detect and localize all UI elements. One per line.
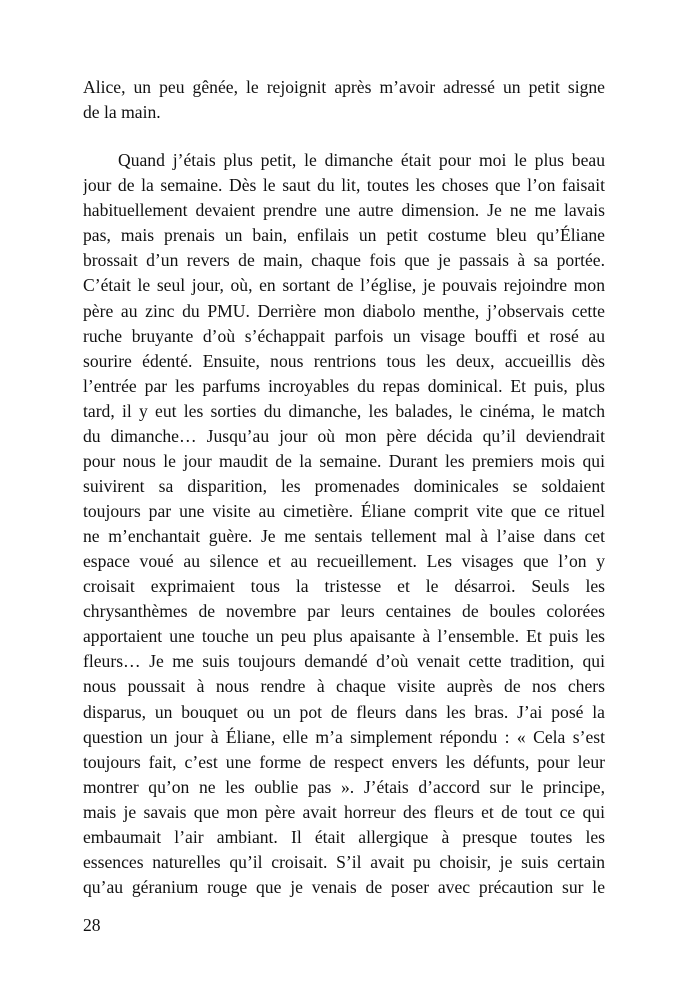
paragraph-1 xyxy=(83,75,605,125)
text-line: sourire édenté. Ensuite, nous rentrions tous les deux, accueillis dès xyxy=(83,350,605,371)
text-line: espace voué au silence et au recueillement. Les visages que l’on y xyxy=(83,551,605,572)
text-line: montrer qu’on ne les oublie pas ». J’étais d’accord sur le principe, xyxy=(83,776,605,797)
paragraph-2 xyxy=(83,148,605,900)
text-line: apportaient une touche un peu plus apaisante à l’ensemble. Et puis les xyxy=(83,626,605,647)
text-line: brossait d’un revers de main, chaque fois que je passais à sa portée. xyxy=(83,250,605,271)
text-line: l’entrée par les parfums incroyables du repas dominical. Et puis, plus xyxy=(83,375,605,396)
text-line: habituellement devaient prendre une autre dimension. Je ne me lavais xyxy=(83,200,605,221)
text-line: suivirent sa disparition, les promenades dominicales se soldaient xyxy=(83,475,605,496)
text-line: pas, mais prenais un bain, enfilais un petit costume bleu qu’Éliane xyxy=(83,225,605,246)
page-number: 28 xyxy=(83,915,101,935)
text-line: Quand j’étais plus petit, le dimanche était pour moi le plus beau xyxy=(118,150,605,171)
text-line: fleurs… Je me suis toujours demandé d’où venait cette tradition, qui xyxy=(83,651,605,672)
text-line: essences naturelles qu’il croisait. S’il avait pu choisir, je suis certain xyxy=(83,851,605,872)
text-line: embaumait l’air ambiant. Il était allergique à presque toutes les xyxy=(83,826,605,847)
text-line: question un jour à Éliane, elle m’a simplement répondu : « Cela s’est xyxy=(83,726,605,747)
page-body xyxy=(83,75,605,900)
text-line: mais je savais que mon père avait horreur des fleurs et de tout ce qui xyxy=(83,801,605,822)
text-line: de la main. xyxy=(83,102,161,123)
text-line: jour de la semaine. Dès le saut du lit, toutes les choses que l’on faisait xyxy=(83,175,605,196)
text-line: ruche bruyante d’où s’échappait parfois un visage bouffi et rosé au xyxy=(83,325,605,346)
text-line: toujours par une visite au cimetière. Éliane comprit vite que ce rituel xyxy=(83,501,605,521)
text-line: toujours fait, c’est une forme de respect envers les défunts, pour leur xyxy=(83,751,605,772)
text-line: disparus, un bouquet ou un pot de fleurs dans les bras. J’ai posé la xyxy=(83,701,605,722)
text-line: tard, il y eut les sorties du dimanche, les balades, le cinéma, le match xyxy=(83,400,605,421)
text-line: père au zinc du PMU. Derrière mon diabolo menthe, j’observais cette xyxy=(83,300,605,321)
text-line: C’était le seul jour, où, en sortant de l’église, je pouvais rejoindre mon xyxy=(83,275,605,296)
text-line: chrysanthèmes de novembre par leurs centaines de boules colorées xyxy=(83,601,605,622)
text-line: croisait exprimaient tous la tristesse et le désarroi. Seuls les xyxy=(83,576,605,597)
text-line: pour nous le jour maudit de la semaine. Durant les premiers mois qui xyxy=(83,450,605,471)
text-line: Alice, un peu gênée, le rejoignit après m’avoir adressé un petit signe xyxy=(83,77,605,97)
text-line: nous poussait à nous rendre à chaque visite auprès de nos chers xyxy=(83,676,605,697)
text-line: du dimanche… Jusqu’au jour où mon père décida qu’il deviendrait xyxy=(83,425,605,446)
text-line: qu’au géranium rouge que je venais de poser avec précaution sur le xyxy=(83,876,605,897)
text-line: ne m’enchantait guère. Je me sentais tellement mal à l’aise dans cet xyxy=(83,526,605,547)
